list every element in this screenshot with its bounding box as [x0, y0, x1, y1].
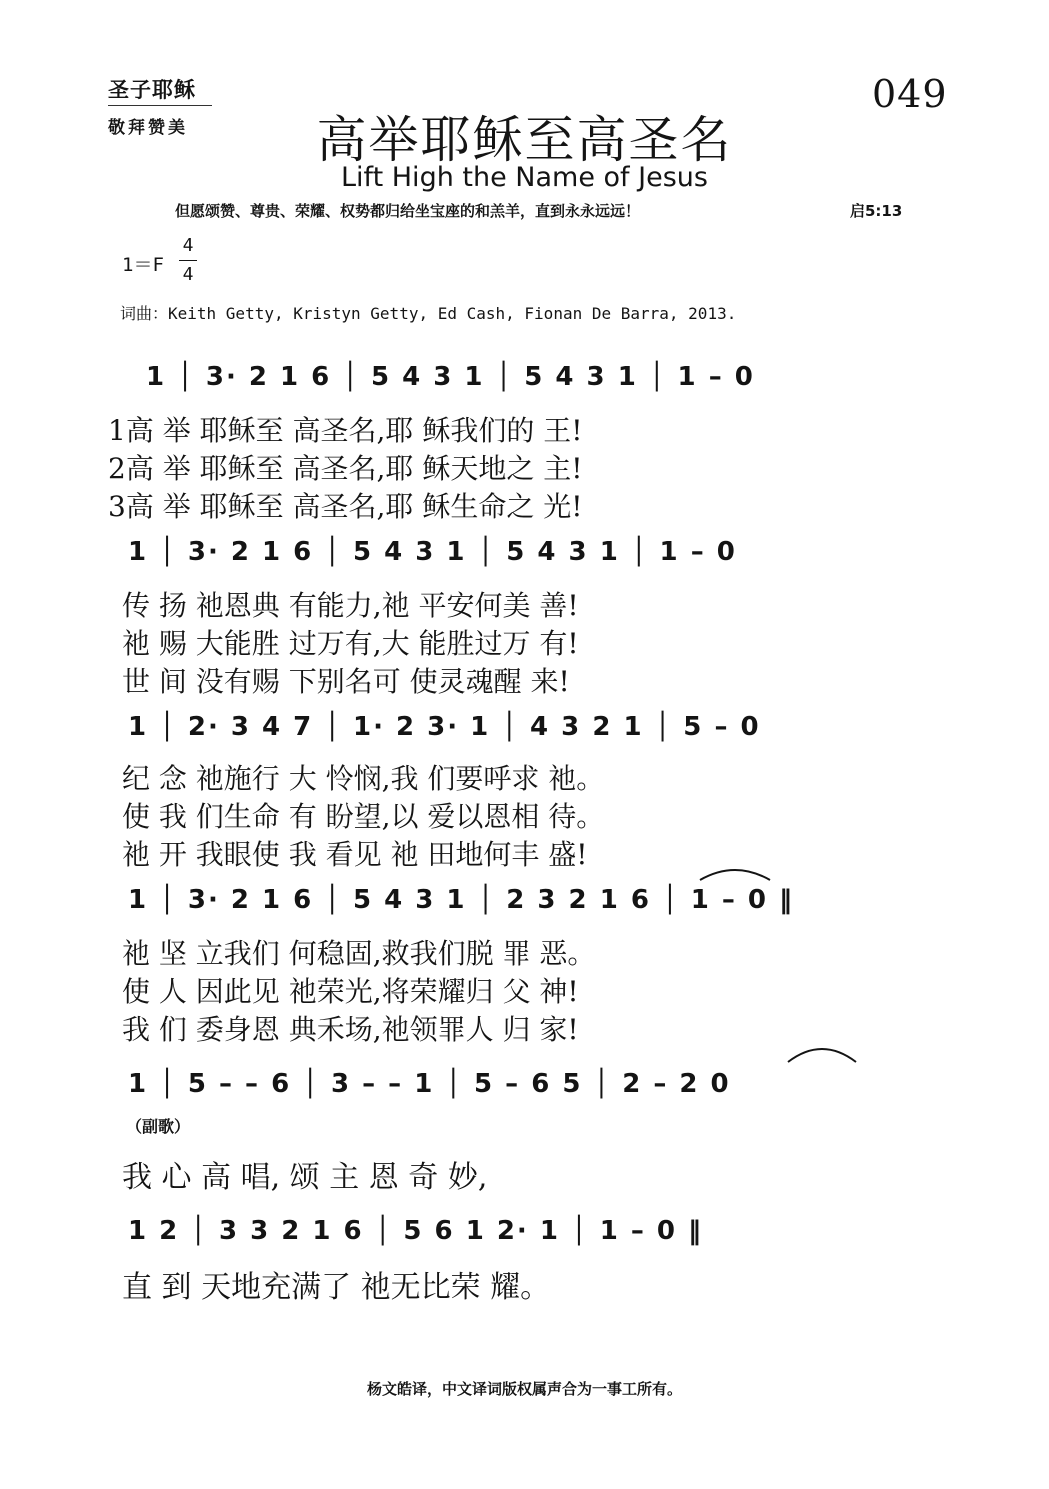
notes-line-4: 1 │ 3· 2 1 6 │ 5 4 3 1 │ 2 3 2 1 6 │ 1 – 0 ‖ — [128, 885, 795, 915]
time-signature-top: 4 — [182, 235, 194, 256]
lyric-line-2-1: 传 扬 祂恩典 有能力,祂 平安何美 善! — [122, 589, 579, 622]
chorus-tag: （副歌） — [126, 1117, 191, 1136]
hymn-number: 049 — [872, 72, 948, 116]
lyric-line-2-3: 世 间 没有赐 下别名可 使灵魂醒 来! — [122, 665, 570, 698]
lyric-line-1-2: 2高 举 耶稣至 高圣名,耶 稣天地之 主! — [108, 452, 583, 485]
scripture-verse: 但愿颂赞、尊贵、荣耀、权势都归给坐宝座的和羔羊，直到永永远远！ — [175, 202, 641, 220]
composer-credits: 词曲：Keith Getty, Kristyn Getty, Ed Cash, Fionan De Barra, 2013. — [120, 304, 737, 323]
lyric-line-2-2: 祂 赐 大能胜 过万有,大 能胜过万 有! — [122, 627, 579, 660]
notes-line-3: 1 │ 2· 3 4 7 │ 1· 2 3· 1 │ 4 3 2 1 │ 5 – 0 — [128, 712, 761, 742]
footer-copyright: 杨文皓译，中文译词版权属声合为一事工所有。 — [366, 1380, 682, 1398]
lyric-line-4-2: 使 人 因此见 祂荣光,将荣耀归 父 神! — [122, 975, 579, 1008]
title-english: Lift High the Name of Jesus — [341, 162, 708, 193]
lyric-line-4-3: 我 们 委身恩 典禾场,祂领罪人 归 家! — [122, 1013, 579, 1046]
lyric-line-3-1: 纪 念 祂施行 大 怜悯,我 们要呼求 祂。 — [122, 762, 605, 795]
lyric-line-3-2: 使 我 们生命 有 盼望,以 爱以恩相 待。 — [122, 800, 605, 833]
notes-line-5: 1 │ 5 – – 6 │ 3 – – 1 │ 5 – 6 5 │ 2 – 2 0 — [128, 1069, 731, 1099]
key-signature: 1＝F — [122, 254, 164, 276]
tie-system-5 — [788, 1049, 856, 1062]
lyric-line-1-3: 3高 举 耶稣至 高圣名,耶 稣生命之 光! — [108, 490, 583, 523]
lyric-line-3-3: 祂 开 我眼使 我 看见 祂 田地何丰 盛! — [122, 838, 588, 871]
lyric-line-1-1: 1高 举 耶稣至 高圣名,耶 稣我们的 王! — [108, 414, 583, 447]
category-top: 圣子耶稣 — [108, 78, 196, 102]
lyric-line-6-1: 直 到 天地充满了 祂无比荣 耀。 — [122, 1270, 551, 1305]
tie-system-4 — [700, 870, 770, 880]
notes-line-6: 1 2 │ 3 3 2 1 6 │ 5 6 1 2· 1 │ 1 – 0 ‖ — [128, 1216, 704, 1246]
notes-line-2: 1 │ 3· 2 1 6 │ 5 4 3 1 │ 5 4 3 1 │ 1 – 0 — [128, 537, 737, 567]
title-chinese: 高举耶稣至高圣名 — [316, 111, 733, 169]
category-bottom: 敬拜赞美 — [108, 118, 188, 138]
lyric-line-4-1: 祂 坚 立我们 何稳固,救我们脱 罪 恶。 — [122, 937, 596, 970]
lyric-line-5-1: 我 心 高 唱, 颂 主 恩 奇 妙, — [122, 1160, 488, 1195]
notes-line-1: 1 │ 3· 2 1 6 │ 5 4 3 1 │ 5 4 3 1 │ 1 – 0 — [146, 362, 755, 392]
scripture-reference: 启5:13 — [850, 202, 903, 220]
time-signature-bottom: 4 — [182, 264, 194, 285]
